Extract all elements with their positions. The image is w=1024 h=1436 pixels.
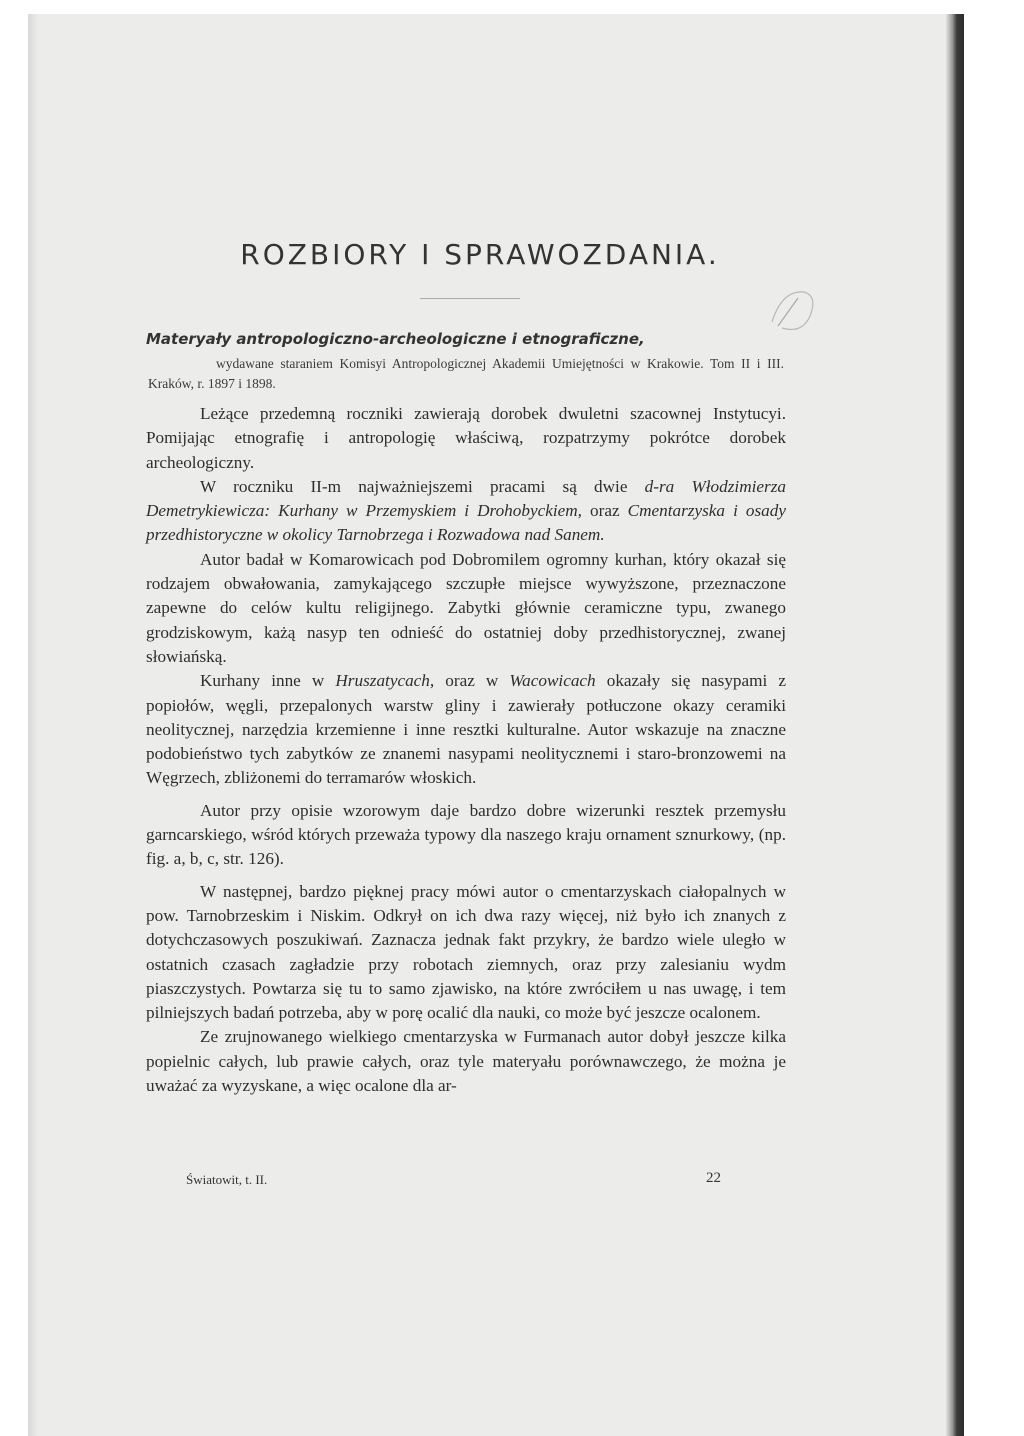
text-run: W roczniku II-m najważniejszemi pracami są dwie (200, 476, 645, 496)
text-run: oraz (581, 501, 628, 521)
paragraph: Autor przy opisie wzorowym daje bardzo dobre wizerunki resztek przemysłu garncarskiego, wśród których przeważa typowy dla naszego kraju ornament sznurkowy, (np. fig. a, b, c, str. 126). (146, 800, 786, 869)
page-number: 22 (706, 1170, 721, 1186)
paragraph: Leżące przedemną roczniki zawierają dorobek dwuletni szacownej Instytucyi. Pomijając etnografię i antropologię właściwą, rozpatrzymy pokrótce dorobek archeologiczny. (146, 404, 786, 472)
page-left-edge (28, 14, 38, 1436)
text-run: Kurhany inne w (200, 671, 336, 691)
section-heading: ROZBIORY I SPRAWOZDANIA. (240, 238, 720, 271)
italic-title: Cmentarzyska i osady przedhistoryczne w okolicy Tarnobrzega i Rozwadowa nad Sanem. (146, 501, 787, 545)
place-name: Wacowicach (509, 671, 596, 691)
text-run: okazały się nasypami z popiołów, węgli, przepalonych warstw gliny i zawierały potłuczone okazy ceramiki neolitycznej, narzędzia krzemienne i inne resztki kulturalne. Autor wskazuje na znaczne podobieństwo tych zabytków ze znanemi nasypami neolitycznemi i staro-bronzowemi na Węgrzech, zbliżonemi do terramarów włoskich. (146, 671, 786, 788)
journal-signature: Światowit, t. II. (186, 1172, 268, 1187)
heading-divider (420, 298, 520, 299)
entry-publication-info: wydawane staraniem Komisyi Antropologicznej Akademii Umiejętności w Krakowie. Tom II i III. Kraków, r. 1897 i 1898. (148, 356, 784, 391)
place-name: Hruszatycach, (335, 671, 435, 691)
paragraph (146, 669, 786, 790)
italic-title: d-ra Włodzimierza Demetrykiewicza: Kurhany w Przemyskiem i Drohobyckiem, (146, 476, 786, 521)
entry-title: Materyały antropologiczno-archeologiczne i etnograficzne, (146, 330, 645, 348)
text-run: oraz w (434, 671, 510, 691)
paragraph (146, 475, 786, 548)
article-body (146, 402, 786, 1098)
book-spine-shadow (946, 14, 964, 1436)
paragraph: Ze zrujnowanego wielkiego cmentarzyska w Furmanach autor dobył jeszcze kilka popielnic całych, lub prawie całych, oraz tyle materyału porównawczego, że można je uważać za wyzyskane, a więc ocalone dla ar- (146, 1027, 786, 1096)
paragraph: Autor badał w Komarowicach pod Dobromilem ogromny kurhan, który okazał się rodzajem obwałowania, zamykającego szczupłe miejsce wywyższone, przeznaczone zapewne do celów kultu religijnego. Zabytki głównie ceramiczne typu, zwanego grodziskowym, każą nasyp ten odnieść do ostatniej doby przedhistorycznej, zwanej słowiańską. (146, 549, 786, 666)
paragraph: W następnej, bardzo pięknej pracy mówi autor o cmentarzyskach ciałopalnych w pow. Tarnobrzeskim i Niskim. Odkrył on ich dwa razy więcej, niż było ich znanych z dotychczasowych poszukiwań. Zaznacza jednak fakt przykry, że bardzo wiele uległo w ostatnich czasach zagładzie przy robotach ziemnych, oraz przy zalesianiu wydm piaszczystych. Powtarza się tu to samo zjawisko, na które zwróciłem u nas uwagę, i tem pilniejszych badań potrzeba, aby w porę ocalić dla nauki, co może być jeszcze ocalonem. (146, 881, 786, 1023)
